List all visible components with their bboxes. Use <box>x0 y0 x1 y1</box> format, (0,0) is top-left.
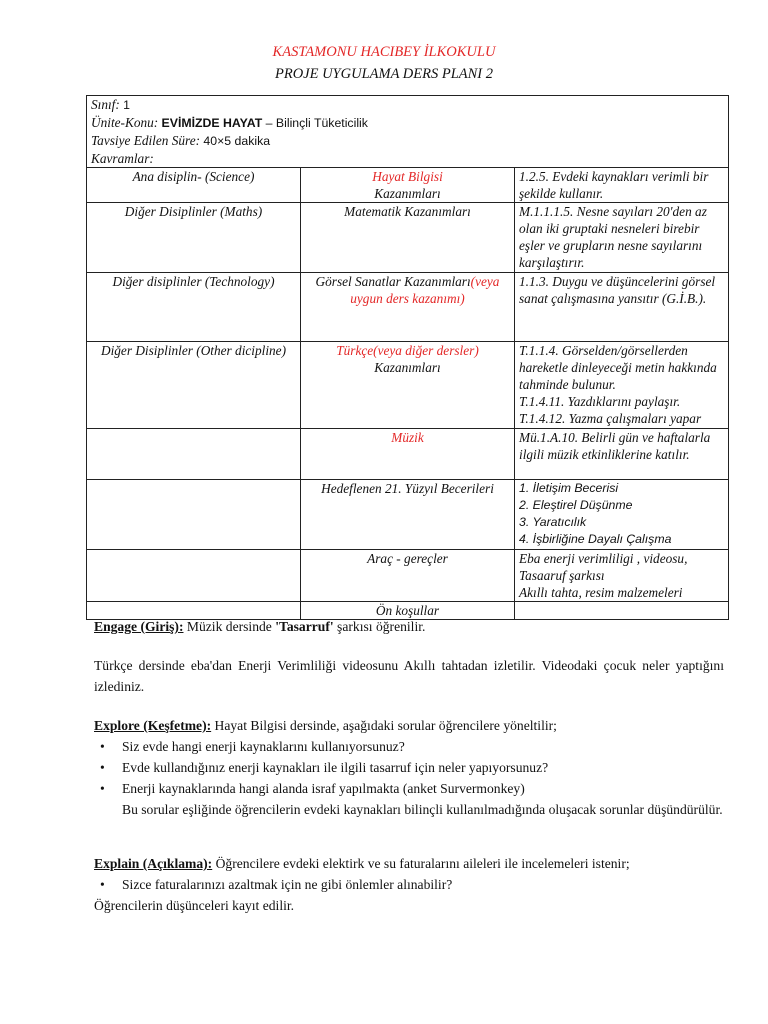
list-item <box>94 736 724 757</box>
duration-value: 40×5 dakika <box>203 134 271 148</box>
bullet-icon: • <box>100 760 105 775</box>
row7-materials-2: Akıllı tahta, resim malzemeleri <box>519 585 683 600</box>
table-row <box>87 480 729 550</box>
explain-section <box>94 853 724 916</box>
table-row-header <box>87 96 729 168</box>
row4-discipline: Diğer Disiplinler (Other dicipline) <box>87 342 301 429</box>
row1-outcome: 1.2.5. Evdeki kaynakları verimli bir şekilde kullanır. <box>515 168 729 203</box>
row7-materials-1: Eba enerji verimliligi , videosu, Tasaaruf şarkısı <box>519 551 688 583</box>
skill-item: 1. İletişim Becerisi <box>519 481 619 495</box>
row2-discipline: Diğer Disiplinler (Maths) <box>87 203 301 273</box>
unit-label: Ünite-Konu: <box>91 115 159 130</box>
table-row <box>87 203 729 273</box>
bullet-icon: • <box>100 781 105 796</box>
row4-outcome <box>515 342 729 429</box>
table-row <box>87 342 729 429</box>
skill-item: 3. Yaratıcılık <box>519 515 587 529</box>
row3-subject-name: Görsel Sanatlar Kazanımları <box>315 274 471 289</box>
row6-skills <box>515 480 729 550</box>
concepts-label: Kavramlar: <box>91 151 154 166</box>
engage-section <box>94 616 724 637</box>
row4-outcome-3: T.1.4.12. Yazma çalışmaları yapar <box>519 411 702 426</box>
engage-heading: Engage (Giriş): <box>94 619 184 634</box>
lesson-plan-table <box>86 95 729 620</box>
class-label: Sınıf: <box>91 97 120 112</box>
explore-question: Enerji kaynaklarında hangi alanda israf yapılmakta (anket Survermonkey) <box>122 781 525 796</box>
row4-outcome-2: T.1.4.11. Yazdıklarını paylaşır. <box>519 394 681 409</box>
row1-subject <box>301 168 515 203</box>
explain-heading: Explain (Açıklama): <box>94 856 213 871</box>
table-row <box>87 168 729 203</box>
explore-question-list <box>94 736 724 799</box>
explore-question: Evde kullandığınız enerji kaynakları ile ilgili tasarruf için neler yapıyorsunuz? <box>122 760 549 775</box>
row6-subject: Hedeflenen 21. Yüzyıl Becerileri <box>301 480 515 550</box>
row7-discipline <box>87 550 301 602</box>
turkce-section <box>94 655 724 697</box>
table-row <box>87 550 729 602</box>
table-row <box>87 429 729 480</box>
row2-outcome: M.1.1.1.5. Nesne sayıları 20'den az olan iki gruptaki nesneleri birebir eşler ve grupların nesne sayılarını karşılaştırır. <box>515 203 729 273</box>
row4-subject <box>301 342 515 429</box>
row3-outcome: 1.1.3. Duygu ve düşüncelerini görsel sanat çalışmasına yansıtır (G.İ.B.). <box>515 273 729 342</box>
row5-subject: Müzik <box>301 429 515 480</box>
plan-title: PROJE UYGULAMA DERS PLANI 2 <box>274 66 494 82</box>
row4-subject-suffix: Kazanımları <box>374 360 441 375</box>
list-item <box>94 757 724 778</box>
row4-outcome-1: T.1.1.4. Görselden/görsellerden hareketle dinleyeceği metin hakkında tahminde bulunur. <box>519 343 717 392</box>
list-item <box>94 778 724 799</box>
row1-subject-suffix: Kazanımları <box>374 186 441 201</box>
skill-item: 2. Eleştirel Düşünme <box>519 498 633 512</box>
row2-subject: Matematik Kazanımları <box>301 203 515 273</box>
bullet-icon: • <box>100 739 105 754</box>
row4-subject-name: Türkçe(veya diğer dersler) <box>336 343 479 358</box>
row6-discipline <box>87 480 301 550</box>
row3-subject-note: (veya uygun ders kazanımı) <box>350 274 500 306</box>
row1-subject-name: Hayat Bilgisi <box>372 169 443 184</box>
engage-song: 'Tasarruf' <box>275 619 334 634</box>
explore-heading: Explore (Keşfetme): <box>94 718 212 733</box>
explain-question-list <box>94 874 724 895</box>
row7-materials <box>515 550 729 602</box>
row3-discipline: Diğer disiplinler (Technology) <box>87 273 301 342</box>
engage-post: şarkısı öğrenilir. <box>333 619 426 634</box>
row5-discipline <box>87 429 301 480</box>
turkce-paragraph: Türkçe dersinde eba'dan Enerji Verimliliği videosunu Akıllı tahtadan izletilir. Videodaki çocuk neler yaptığını izlediniz. <box>94 658 724 694</box>
duration-label: Tavsiye Edilen Süre: <box>91 133 201 148</box>
row3-subject <box>301 273 515 342</box>
explore-followup: Bu sorular eşliğinde öğrencilerin evdeki kaynakları bilinçli kullanılmadığında oluşacak sorunlar düşündürülür. <box>122 802 723 817</box>
row1-discipline: Ana disiplin- (Science) <box>87 168 301 203</box>
table-row <box>87 273 729 342</box>
unit-subtitle: – Bilinçli Tüketicilik <box>262 116 368 130</box>
list-item <box>94 874 724 895</box>
unit-title: EVİMİZDE HAYAT <box>161 116 263 130</box>
bullet-icon: • <box>100 877 105 892</box>
explain-text: Öğrencilere evdeki elektirk ve su faturalarını aileleri ile incelemeleri istenir; <box>212 856 630 871</box>
row7-subject: Araç - gereçler <box>301 550 515 602</box>
row5-outcome: Mü.1.A.10. Belirli gün ve haftalarla ilgili müzik etkinliklerine katılır. <box>515 429 729 480</box>
explore-section <box>94 715 724 820</box>
school-name: KASTAMONU HACIBEY İLKOKULU <box>272 44 496 60</box>
closing-note: Öğrencilerin düşünceleri kayıt edilir. <box>94 898 295 913</box>
explore-text: Hayat Bilgisi dersinde, aşağıdaki sorular öğrencilere yöneltilir; <box>211 718 557 733</box>
explore-question: Siz evde hangi enerji kaynaklarını kullanıyorsunuz? <box>122 739 405 754</box>
engage-pre: Müzik dersinde <box>183 619 276 634</box>
class-value: 1 <box>123 98 130 112</box>
explain-question: Sizce faturalarınızı azaltmak için ne gibi önlemler alınabilir? <box>122 877 453 892</box>
plan-info-cell <box>87 96 729 168</box>
row8-subject: Ön koşullar <box>301 602 515 620</box>
skill-item: 4. İşbirliğine Dayalı Çalışma <box>519 532 672 546</box>
